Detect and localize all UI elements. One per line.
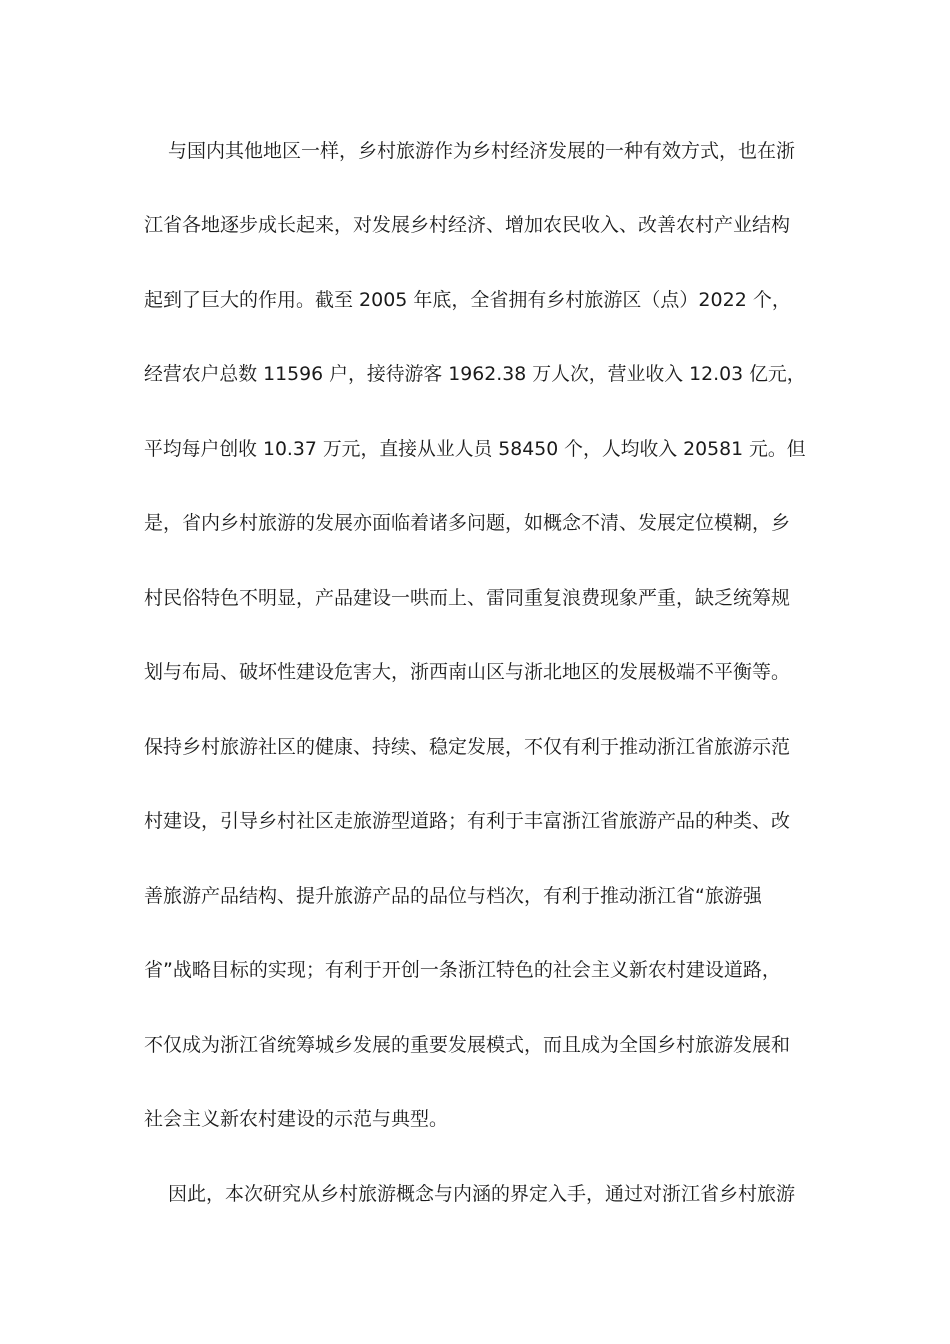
paragraph-1-line-2: 江省各地逐步成长起来，对发展乡村经济、增加农民收入、改善农村产业结构 [144,214,791,236]
paragraph-1-line-8: 划与布局、破坏性建设危害大，浙西南山区与浙北地区的发展极端不平衡等。 [144,661,791,683]
paragraph-1-line-13: 不仅成为浙江省统筹城乡发展的重要发展模式，而且成为全国乡村旅游发展和 [144,1034,791,1056]
paragraph-2-line-1: 因此，本次研究从乡村旅游概念与内涵的界定入手，通过对浙江省乡村旅游 [168,1183,796,1205]
paragraph-1-line-3: 起到了巨大的作用。截至 2005 年底，全省拥有乡村旅游区（点）2022 个， [144,289,791,311]
paragraph-1-line-10: 村建设，引导乡村社区走旅游型道路；有利于丰富浙江省旅游产品的种类、改 [144,810,791,832]
paragraph-1-line-1: 与国内其他地区一样，乡村旅游作为乡村经济发展的一种有效方式，也在浙 [168,140,796,162]
paragraph-1-line-5: 平均每户创收 10.37 万元，直接从业人员 58450 个，人均收入 20581 元。但 [144,438,806,460]
paragraph-1-line-14: 社会主义新农村建设的示范与典型。 [144,1108,449,1130]
paragraph-1-line-4: 经营农户总数 11596 户，接待游客 1962.38 万人次，营业收入 12.03 亿元， [144,363,806,385]
paragraph-1-line-6: 是，省内乡村旅游的发展亦面临着诸多问题，如概念不清、发展定位模糊，乡 [144,512,791,534]
paragraph-1-line-12: 省”战略目标的实现；有利于开创一条浙江特色的社会主义新农村建设道路， [144,959,781,981]
paragraph-1-line-9: 保持乡村旅游社区的健康、持续、稳定发展，不仅有利于推动浙江省旅游示范 [144,736,791,758]
paragraph-1-line-11: 善旅游产品结构、提升旅游产品的品位与档次，有利于推动浙江省“旅游强 [144,885,762,907]
paragraph-1-line-7: 村民俗特色不明显，产品建设一哄而上、雷同重复浪费现象严重，缺乏统筹规 [144,587,791,609]
